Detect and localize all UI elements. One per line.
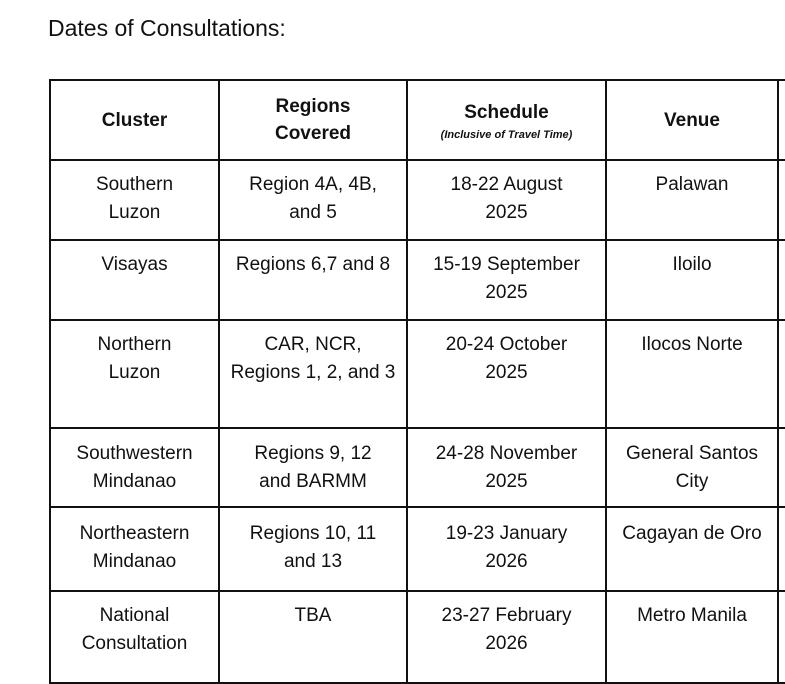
cell-venue: Iloilo xyxy=(606,240,778,320)
cell-venue: Metro Manila xyxy=(606,591,778,683)
cell-venue: Palawan xyxy=(606,160,778,240)
cell-cluster: Visayas xyxy=(50,240,219,320)
cell-regions: Regions 6,7 and 8 xyxy=(219,240,407,320)
header-regions: Regions Covered xyxy=(219,80,407,160)
table-row xyxy=(50,591,785,683)
cell-regions: Regions 9, 12 and BARMM xyxy=(219,428,407,507)
cell-schedule: 19-23 January 2026 xyxy=(407,507,606,591)
cell-venue: Cagayan de Oro xyxy=(606,507,778,591)
header-cluster: Cluster xyxy=(50,80,219,160)
cell-extra xyxy=(778,428,785,507)
cell-cluster: Southwestern Mindanao xyxy=(50,428,219,507)
table-row xyxy=(50,428,785,507)
cell-schedule: 20-24 October 2025 xyxy=(407,320,606,428)
cell-cluster: National Consultation xyxy=(50,591,219,683)
cell-extra xyxy=(778,160,785,240)
table-row xyxy=(50,160,785,240)
cell-extra xyxy=(778,320,785,428)
cell-regions: Regions 10, 11 and 13 xyxy=(219,507,407,591)
header-schedule-note: (Inclusive of Travel Time) xyxy=(440,128,573,141)
cell-regions: CAR, NCR, Regions 1, 2, and 3 xyxy=(219,320,407,428)
cell-schedule: 23-27 February 2026 xyxy=(407,591,606,683)
cell-extra xyxy=(778,591,785,683)
cell-extra xyxy=(778,507,785,591)
cell-cluster: Northern Luzon xyxy=(50,320,219,428)
cell-schedule: 24-28 November 2025 xyxy=(407,428,606,507)
cell-cluster: Northeastern Mindanao xyxy=(50,507,219,591)
cell-extra xyxy=(778,240,785,320)
table-header-row xyxy=(50,80,785,160)
table-row xyxy=(50,240,785,320)
cell-venue: Ilocos Norte xyxy=(606,320,778,428)
cell-schedule: 18-22 August 2025 xyxy=(407,160,606,240)
cell-venue: General Santos City xyxy=(606,428,778,507)
cell-cluster: Southern Luzon xyxy=(50,160,219,240)
table-row xyxy=(50,507,785,591)
cell-regions: Region 4A, 4B, and 5 xyxy=(219,160,407,240)
header-extra-column xyxy=(778,80,785,160)
header-schedule xyxy=(407,80,606,160)
table-row xyxy=(50,320,785,428)
consultations-table xyxy=(49,79,785,684)
cell-schedule: 15-19 September 2025 xyxy=(407,240,606,320)
header-schedule-label: Schedule xyxy=(464,101,549,123)
header-venue: Venue xyxy=(606,80,778,160)
cell-regions: TBA xyxy=(219,591,407,683)
page-title: Dates of Consultations: xyxy=(48,15,286,41)
